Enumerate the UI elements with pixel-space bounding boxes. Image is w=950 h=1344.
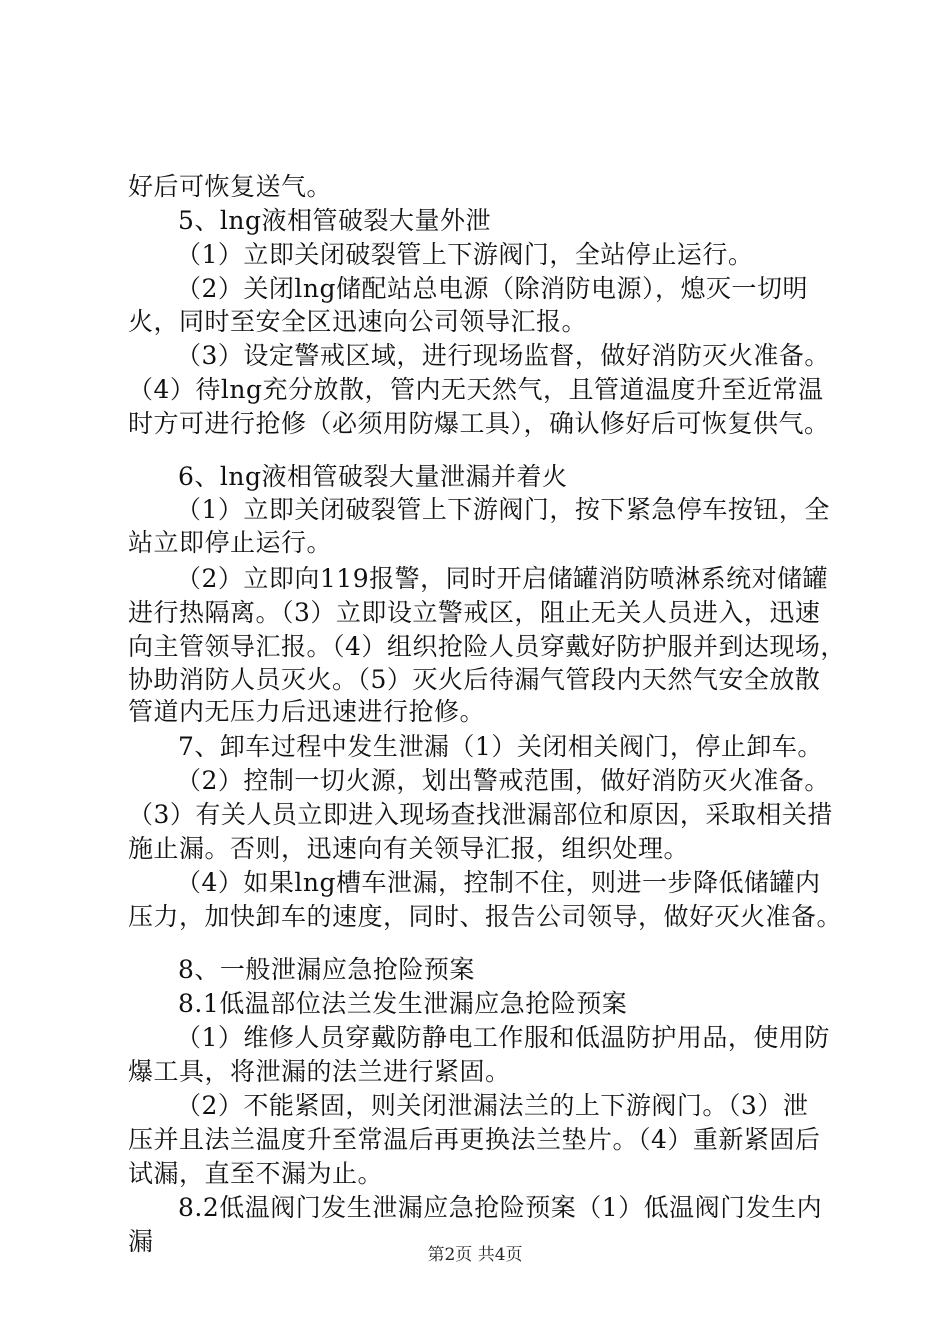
text-line: （2）不能紧固，则关闭泄漏法兰的上下游阀门。（3）泄 (176, 1091, 809, 1120)
text-line: （1）立即关闭破裂管上下游阀门，按下紧急停车按钮，全 (176, 495, 830, 524)
text-line: 好后可恢复送气。 (128, 172, 333, 201)
text-line: 火，同时至安全区迅速向公司领导汇报。 (128, 307, 588, 336)
text-line: 爆工具，将泄漏的法兰进行紧固。 (128, 1057, 511, 1086)
page-number-footer: 第2页 共4页 (427, 1245, 523, 1265)
text-line: 管道内无压力后迅速进行抢修。 (128, 697, 486, 726)
text-line: 向主管领导汇报。（4）组织抢险人员穿戴好防护服并到达现场， (128, 632, 846, 661)
text-line: （3）有关人员立即进入现场查找泄漏部位和原因，采取相关措 (128, 800, 833, 829)
text-line: （4）待lng充分放散，管内无天然气，且管道温度升至近常温 (128, 375, 824, 404)
section-heading: 5、lng液相管破裂大量外泄 (178, 206, 492, 235)
text-line: （2）关闭lng储配站总电源（除消防电源），熄灭一切明 (176, 274, 809, 303)
section-heading: 8、一般泄漏应急抢险预案 (178, 955, 475, 984)
text-line: 漏 (128, 1227, 154, 1256)
text-line: （3）设定警戒区域，进行现场监督，做好消防灭火准备。 (176, 341, 830, 370)
text-line: 压力，加快卸车的速度，同时、报告公司领导，做好灭火准备。 (128, 902, 843, 931)
text-line: 协助消防人员灭火。（5）灭火后待漏气管段内天然气安全放散 (128, 665, 821, 694)
text-line: 时方可进行抢修（必须用防爆工具），确认修好后可恢复供气。 (128, 409, 830, 438)
text-line: （2）控制一切火源，划出警戒范围，做好消防灭火准备。 (176, 766, 830, 795)
text-line: 施止漏。否则，迅速向有关领导汇报，组织处理。 (128, 834, 690, 863)
text-line: 进行热隔离。（3）立即设立警戒区，阻止无关人员进入，迅速 (128, 598, 821, 627)
text-line: （2）立即向119报警，同时开启储罐消防喷淋系统对储罐 (176, 564, 829, 593)
section-heading: 7、卸车过程中发生泄漏（1）关闭相关阀门，停止卸车。 (178, 732, 823, 761)
text-line: 站立即停止运行。 (128, 528, 333, 557)
text-line: （4）如果lng槽车泄漏，控制不住，则进一步降低储罐内 (176, 868, 821, 897)
text-line: 压并且法兰温度升至常温后再更换法兰垫片。（4）重新紧固后 (128, 1125, 821, 1154)
subsection-heading: 8.2低温阀门发生泄漏应急抢险预案（1）低温阀门发生内 (178, 1193, 823, 1222)
text-line: （1）维修人员穿戴防静电工作服和低温防护用品，使用防 (176, 1023, 830, 1052)
text-line: （1）立即关闭破裂管上下游阀门，全站停止运行。 (176, 240, 754, 269)
text-line: 试漏，直至不漏为止。 (128, 1159, 384, 1188)
subsection-heading: 8.1低温部位法兰发生泄漏应急抢险预案 (178, 989, 628, 1018)
section-heading: 6、lng液相管破裂大量泄漏并着火 (178, 462, 568, 491)
